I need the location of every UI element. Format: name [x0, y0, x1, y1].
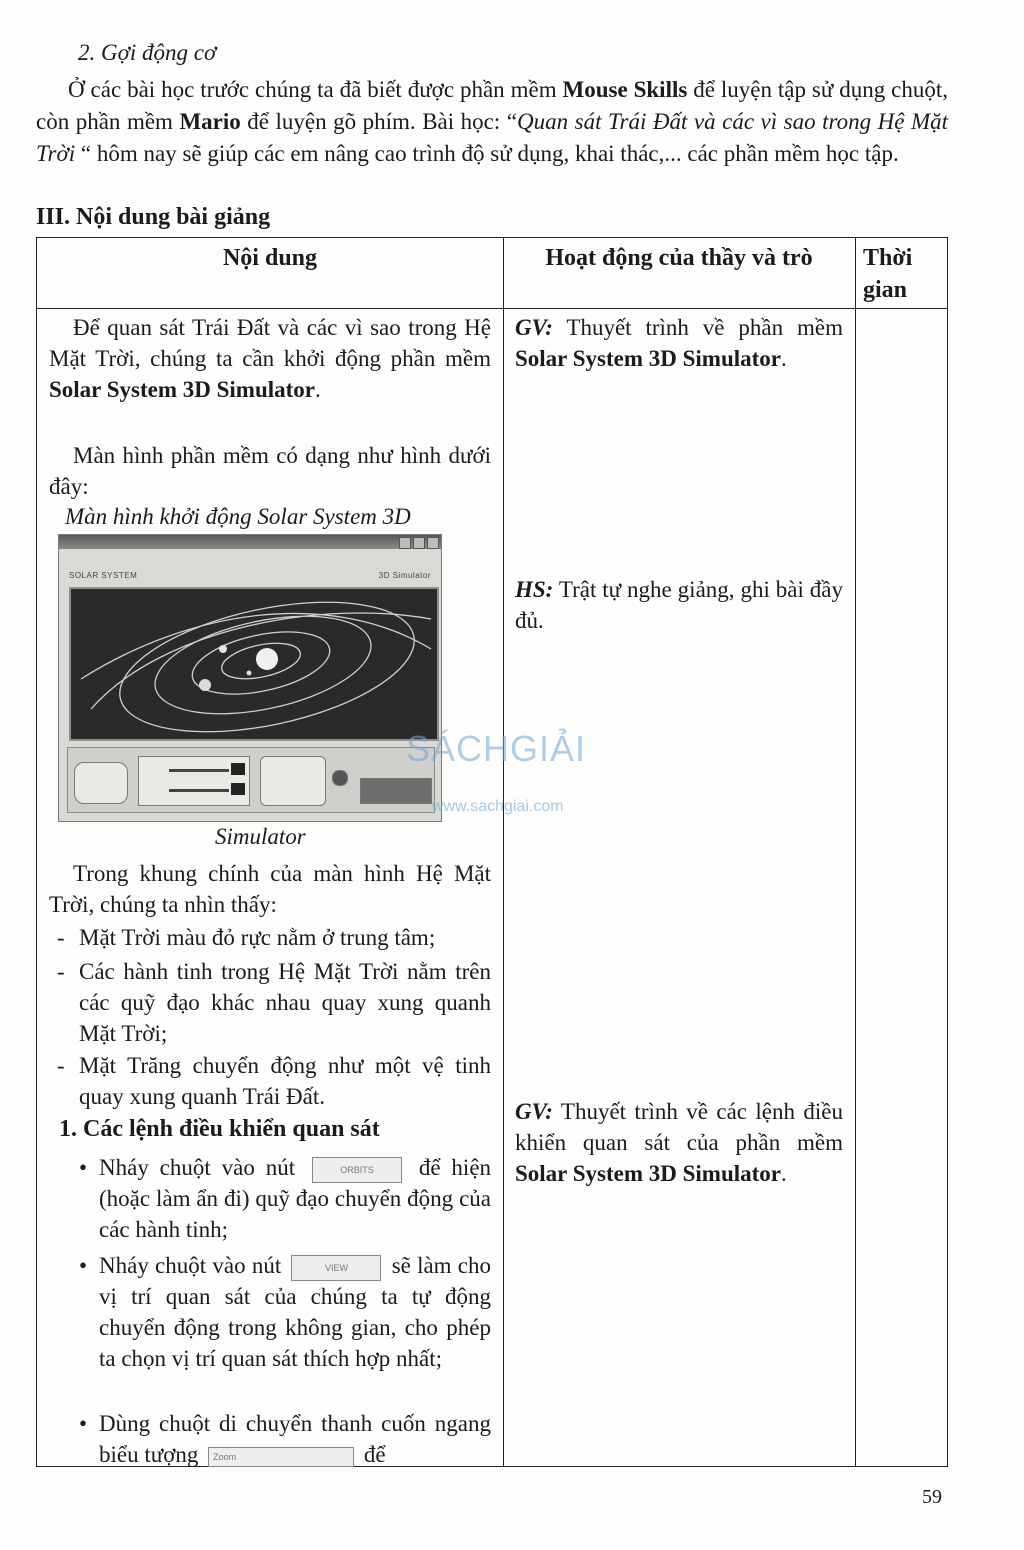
content-text: .: [315, 377, 321, 402]
software-name: Solar System 3D Simulator: [515, 346, 781, 371]
dash-marker: -: [57, 925, 65, 950]
watermark: [406, 724, 646, 824]
list-item: [49, 922, 491, 953]
activity-text: Thuyết trình về các lệnh điều khiển quan sát của phần mềm: [515, 1099, 843, 1155]
bullet-text: để: [363, 1442, 386, 1467]
header-activity: Hoạt động của thầy và trò: [545, 245, 813, 271]
planet-icon: [199, 679, 211, 691]
intro-text: “ hôm nay sẽ giúp các em nâng cao trình độ sử dụng, khai thác,... các phần mềm học tập.: [75, 141, 899, 166]
intro-paragraph: [36, 74, 948, 170]
mouse-skills-term: Mouse Skills: [562, 77, 688, 102]
bullet-item: [79, 1408, 491, 1470]
orbits-graphic: [71, 589, 437, 739]
bullet-item: [79, 1250, 492, 1374]
page-number: 59: [922, 1486, 942, 1508]
list-item: [49, 1050, 491, 1112]
activity-text: Trật tự nghe giảng, ghi bài đầy đủ.: [515, 577, 843, 633]
figure-caption: Simulator: [215, 824, 306, 849]
window-titlebar: [59, 535, 441, 549]
lesson-table: [36, 237, 948, 1467]
header-content: Nội dung: [222, 245, 318, 271]
navigation-pad-icon: [74, 762, 128, 804]
intro-text: để luyện tập sử dụng chuột, còn phần mềm: [36, 77, 949, 134]
activity-text: Thuyết trình về phần mềm: [552, 315, 843, 340]
list-item-text: Mặt Trời màu đỏ rực nằm ở trung tâm;: [79, 925, 436, 950]
content-paragraph: [49, 312, 491, 405]
slider-track: [169, 789, 229, 792]
app-label: SOLAR SYSTEM: [69, 571, 138, 580]
minimize-icon: [399, 537, 411, 549]
bullet-text: Nháy chuột vào nút: [99, 1155, 296, 1180]
slider-group: [138, 756, 250, 806]
solar-system-view: [69, 587, 439, 741]
student-activity: [515, 574, 843, 636]
zoom-slider-image: [208, 1447, 354, 1467]
close-icon: [427, 537, 439, 549]
header-time: Thời gian: [863, 245, 913, 303]
hs-label: HS:: [515, 577, 554, 602]
bullet-marker: •: [79, 1155, 88, 1180]
view-orbits-buttons: [260, 756, 326, 806]
value-box: [231, 783, 245, 795]
bullet-text: sẽ làm cho vị trí quan sát của chúng ta tự động chuyển động trong không gian, cho phép ta chọn vị trí quan sát thích hợp nhất;: [99, 1253, 492, 1371]
planet-icon: [247, 671, 252, 676]
section-heading: III. Nội dung bài giảng: [36, 204, 271, 230]
bullet-marker: •: [79, 1411, 88, 1436]
section-title: 2. Gợi động cơ: [78, 40, 217, 65]
orbits-button-image: ORBITS: [312, 1157, 402, 1183]
view-button-image: VIEW: [291, 1255, 381, 1281]
zoom-label: Zoom: [213, 1451, 237, 1462]
mario-term: Mario: [179, 109, 241, 134]
dash-marker: -: [57, 1053, 65, 1078]
watermark-url: www.sachgiai.com: [432, 798, 564, 815]
teacher-activity: GV: Thuyết trình về các lệnh điều khiển quan sát của phần mềm Solar System 3D Simulator.: [515, 1099, 843, 1186]
header-divider: [37, 308, 947, 309]
lesson-title: Quan sát Trái Đất và các vì sao trong Hệ Mặt Trời: [36, 109, 949, 166]
content-paragraph: Màn hình phần mềm có dạng như hình dưới đây:: [49, 443, 491, 499]
app-label: 3D Simulator: [378, 571, 431, 580]
sun-icon: [256, 648, 278, 670]
gv-label: GV:: [515, 1099, 553, 1124]
bullet-text: để hiện (hoặc làm ẩn đi) quỹ đạo chuyển động của các hành tinh;: [99, 1155, 492, 1242]
watermark-logo: SÁCHGIẢI: [406, 728, 587, 769]
maximize-icon: [413, 537, 425, 549]
dash-marker: -: [57, 959, 65, 984]
intro-text: Ở các bài học trước chúng ta đã biết được phần mềm: [68, 77, 563, 102]
planet-icon: [219, 645, 227, 653]
content-paragraph: Trong khung chính của màn hình Hệ Mặt Trời, chúng ta nhìn thấy:: [49, 861, 491, 917]
slider-track: [169, 769, 229, 772]
intro-text: để luyện gõ phím. Bài học: “: [240, 109, 517, 134]
control-panel: [67, 747, 435, 813]
column-divider: [855, 238, 856, 1466]
column-divider: [503, 238, 504, 1466]
gv-label: GV:: [515, 315, 553, 340]
teacher-activity: GV: Thuyết trình về phần mềm Solar System 3D Simulator.: [515, 315, 843, 371]
subheading: 1. Các lệnh điều khiển quan sát: [59, 1116, 380, 1142]
content-text: Để quan sát Trái Đất và các vì sao trong Hệ Mặt Trời, chúng ta cần khởi động phần mềm: [49, 315, 491, 371]
figure-caption: Màn hình khởi động Solar System 3D: [65, 504, 411, 529]
software-name: Solar System 3D Simulator: [49, 377, 315, 402]
value-box: [231, 763, 245, 775]
bullet-text: Nháy chuột vào nút: [99, 1253, 282, 1278]
solar-system-screenshot: [58, 534, 442, 822]
knob-icon: [332, 770, 348, 786]
list-item: [49, 956, 491, 1049]
list-item-text: Các hành tinh trong Hệ Mặt Trời nằm trên các quỹ đạo khác nhau quay xung quanh Mặt Trời;: [79, 959, 491, 1046]
bullet-text: Dùng chuột di chuyển thanh cuốn ngang biểu tượng: [99, 1411, 491, 1467]
bullet-marker: •: [79, 1253, 88, 1278]
bullet-item: [79, 1152, 492, 1245]
list-item-text: Mặt Trăng chuyển động như một vệ tinh quay xung quanh Trái Đất.: [79, 1053, 491, 1109]
orbit-lines: [81, 589, 431, 739]
software-name: Solar System 3D Simulator: [515, 1161, 781, 1186]
